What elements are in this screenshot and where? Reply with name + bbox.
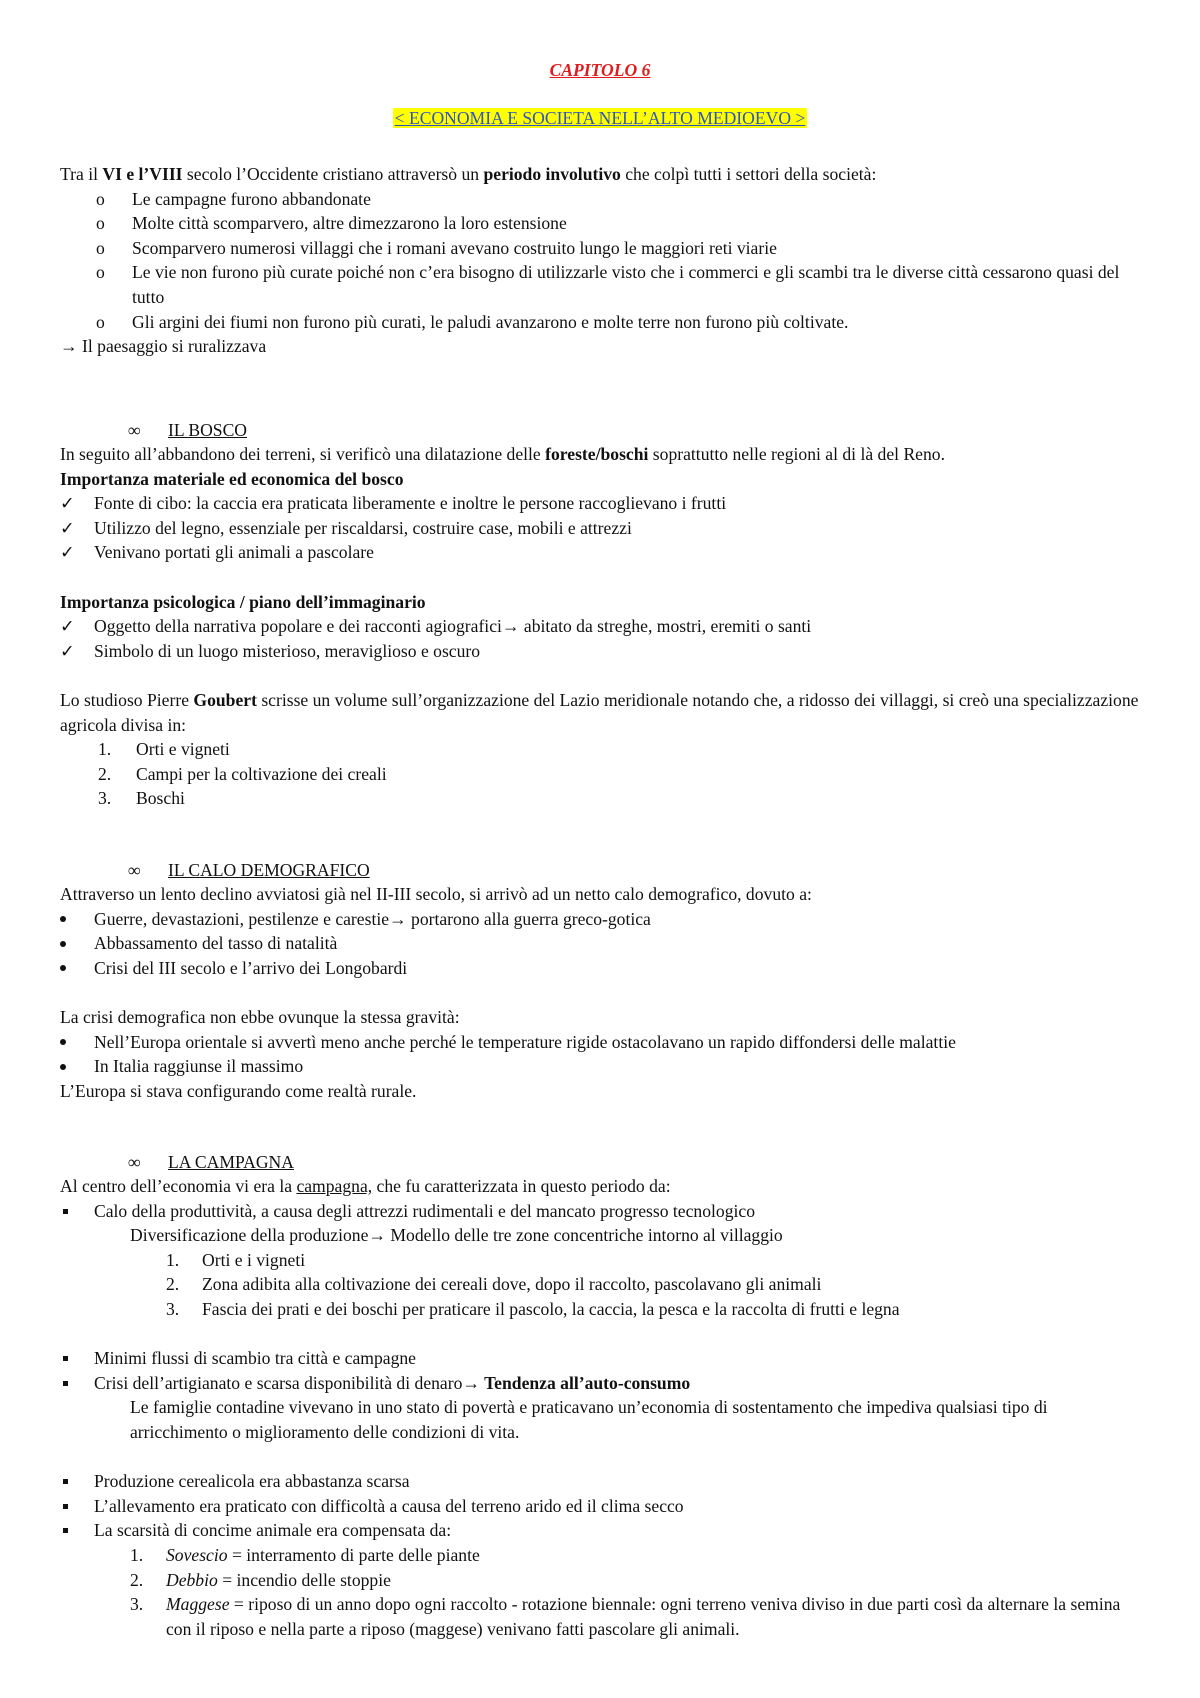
- list-item: ✓ Venivano portati gli animali a pascolare: [60, 540, 1144, 565]
- section-heading-calo: ∞ IL CALO DEMOGRAFICO: [128, 858, 370, 883]
- calo-section: [60, 882, 1144, 1103]
- intro-paragraph: Tra il VI e l’VIII secolo l’Occidente cristiano attraversò un periodo involutivo che colpì tutti i settori della società:: [60, 164, 877, 184]
- bullet-dot-icon: [60, 1064, 66, 1070]
- bullet-square-icon: [63, 1356, 68, 1361]
- list-item: In Italia raggiunse il massimo: [60, 1054, 1144, 1079]
- families-paragraph: Le famiglie contadine vivevano in uno stato di povertà e praticavano un’economia di sostentamento che impediva qualsiasi tipo di arricchimento o miglioramento delle condizioni di vita.: [130, 1397, 1048, 1442]
- list-item: ✓ Utilizzo del legno, essenziale per riscaldarsi, costruire case, mobili e attrezzi: [60, 516, 1144, 541]
- list-item: 1. Orti e vigneti: [98, 739, 230, 760]
- list-item: Produzione cerealicola era abbastanza scarsa: [60, 1469, 1144, 1494]
- check-icon: ✓: [60, 640, 75, 661]
- section-heading-bosco: ∞ IL BOSCO: [128, 418, 247, 443]
- arrow-icon: →: [389, 908, 407, 929]
- bullet-dot-icon: [60, 1039, 66, 1045]
- check-icon: ✓: [60, 616, 75, 637]
- gravity-paragraph: La crisi demografica non ebbe ovunque la stessa gravità:: [60, 1006, 460, 1027]
- list-item: Crisi del III secolo e l’arrivo dei Longobardi: [60, 956, 1144, 981]
- bullet-dot-icon: [60, 941, 66, 947]
- list-item: Nell’Europa orientale si avvertì meno anche perché le temperature rigide ostacolavano un rapido diffondersi delle malattie: [60, 1030, 1144, 1055]
- intro-section: [60, 162, 1144, 359]
- list-item: 3. Maggese = riposo di un anno dopo ogni raccolto - rotazione biennale: ogni terreno veniva diviso in due parti così da alternare la semina con il riposo e nella parte a riposo (maggese) venivano fatti pascolare gli animali.: [130, 1594, 1121, 1639]
- list-item: 2. Campi per la coltivazione dei creali: [98, 763, 387, 784]
- list-item: Calo della produttività, a causa degli attrezzi rudimentali e del mancato progresso tecnologico: [60, 1199, 1144, 1224]
- list-item: o Scomparvero numerosi villaggi che i romani avevano costruito lungo le maggiori reti viarie: [96, 237, 777, 258]
- list-item: L’allevamento era praticato con difficoltà a causa del terreno arido ed il clima secco: [60, 1494, 1144, 1519]
- list-item: Guerre, devastazioni, pestilenze e carestie→ portarono alla guerra greco-gotica: [60, 907, 1144, 932]
- bullet-square-icon: [63, 1479, 68, 1484]
- check-icon: ✓: [60, 542, 75, 563]
- list-item: 2. Zona adibita alla coltivazione dei cereali dove, dopo il raccolto, pascolavano gli animali: [166, 1274, 822, 1295]
- list-item: 1. Sovescio = interramento di parte delle piante: [130, 1544, 480, 1565]
- document-title: < ECONOMIA E SOCIETA NELL’ALTO MEDIOEVO >: [394, 108, 806, 128]
- infinity-bullet-icon: ∞: [128, 860, 141, 880]
- section-heading-campagna: ∞ LA CAMPAGNA: [128, 1150, 294, 1175]
- intro-list: [60, 187, 1144, 335]
- list-item: 3. Boschi: [98, 788, 185, 809]
- list-item: o Le vie non furono più curate poiché non c’era bisogno di utilizzarle visto che i commerci e gli scambi tra le diverse città cessarono quasi del tutto: [96, 262, 1120, 307]
- list-item: o Molte città scomparvero, altre dimezzarono la loro estensione: [96, 213, 567, 234]
- list-item: Abbassamento del tasso di natalità: [60, 931, 1144, 956]
- list-item: La scarsità di concime animale era compensata da:: [60, 1518, 1144, 1543]
- list-item: ✓ Fonte di cibo: la caccia era praticata liberamente e inoltre le persone raccoglievano i frutti: [60, 491, 1144, 516]
- list-item: o Gli argini dei fiumi non furono più curati, le paludi avanzarono e molte terre non furono più coltivate.: [96, 311, 849, 332]
- arrow-icon: →: [368, 1225, 386, 1246]
- check-icon: ✓: [60, 493, 75, 514]
- bosco-section: [60, 442, 1144, 811]
- bullet-square-icon: [63, 1504, 68, 1509]
- chapter-title: CAPITOLO 6: [549, 60, 651, 80]
- list-item: ✓ Simbolo di un luogo misterioso, meraviglioso e oscuro: [60, 639, 1144, 664]
- calo-conclusion: L’Europa si stava configurando come realtà rurale.: [60, 1080, 417, 1101]
- calo-intro: Attraverso un lento declino avviatosi già nel II-III secolo, si arrivò ad un netto calo demografico, dovuto a:: [60, 884, 812, 904]
- check-icon: ✓: [60, 517, 75, 538]
- bullet-dot-icon: [60, 916, 66, 922]
- list-item: 3. Fascia dei prati e dei boschi per praticare il pascolo, la caccia, la pesca e la raccolta di frutti e legna: [166, 1298, 900, 1319]
- list-item: Minimi flussi di scambio tra città e campagne: [60, 1346, 1144, 1371]
- arrow-icon: →: [60, 336, 78, 357]
- psych-heading: Importanza psicologica / piano dell’immaginario: [60, 591, 426, 612]
- bosco-paragraph: In seguito all’abbandono dei terreni, si verificò una dilatazione delle foreste/boschi soprattutto nelle regioni al di là del Reno.: [60, 444, 945, 464]
- material-heading: Importanza materiale ed economica del bosco: [60, 468, 404, 489]
- intro-conclusion: → Il paesaggio si ruralizzava: [60, 336, 267, 357]
- bullet-square-icon: [63, 1528, 68, 1533]
- infinity-bullet-icon: ∞: [128, 1152, 141, 1172]
- bullet-square-icon: [63, 1209, 68, 1214]
- list-item: 1. Orti e i vigneti: [166, 1249, 306, 1270]
- list-item: Crisi dell’artigianato e scarsa disponibilità di denaro→ Tendenza all’auto-consumo: [60, 1371, 1144, 1396]
- infinity-bullet-icon: ∞: [128, 420, 141, 440]
- bullet-dot-icon: [60, 965, 66, 971]
- campagna-intro: Al centro dell’economia vi era la campagna, che fu caratterizzata in questo periodo da:: [60, 1176, 671, 1196]
- list-item: ✓ Oggetto della narrativa popolare e dei racconti agiografici→ abitato da streghe, mostri, eremiti o santi: [60, 614, 1144, 639]
- arrow-icon: →: [501, 616, 520, 637]
- list-item: o Le campagne furono abbandonate: [96, 188, 371, 209]
- goubert-paragraph: Lo studioso Pierre Goubert scrisse un volume sull’organizzazione del Lazio meridionale notando che, a ridosso dei villaggi, si creò una specializzazione agricola divisa in:: [60, 689, 1139, 735]
- diversification-line: Diversificazione della produzione→ Modello delle tre zone concentriche intorno al villaggio: [130, 1225, 783, 1246]
- campagna-section: [60, 1174, 1144, 1641]
- list-item: 2. Debbio = incendio delle stoppie: [130, 1569, 391, 1590]
- arrow-icon: →: [462, 1372, 480, 1393]
- bullet-square-icon: [63, 1381, 68, 1386]
- document-title-line: [0, 106, 1200, 131]
